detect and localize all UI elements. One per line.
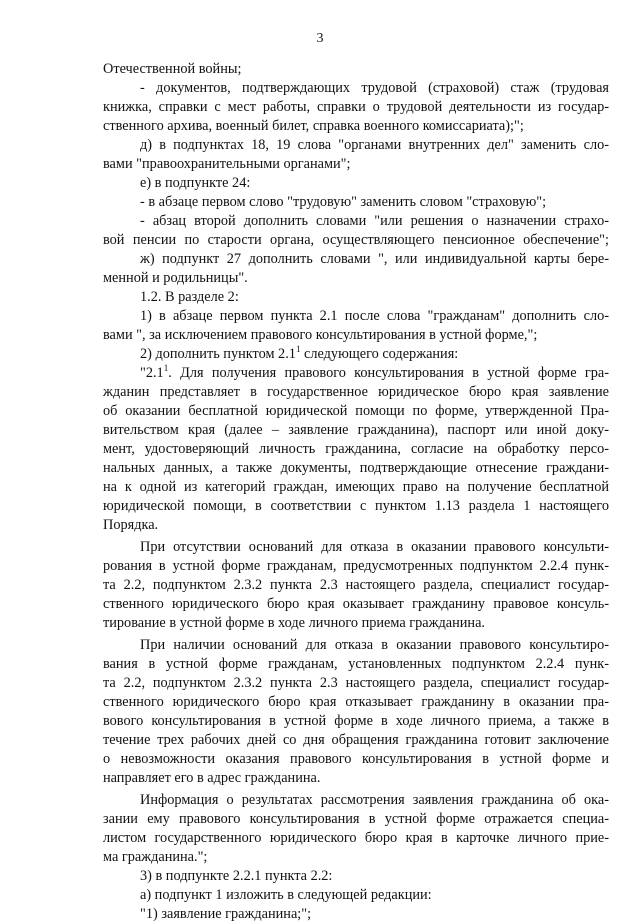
- text-line: [103, 867, 609, 886]
- text-line: [103, 383, 609, 402]
- text-line: [103, 576, 609, 595]
- text-line-content: листом государственного юридического бюро края в карточке личного прие-: [103, 830, 609, 846]
- text-line-content: направляет его в адрес гражданина.: [103, 770, 321, 786]
- text-line: [103, 886, 609, 905]
- text-line-content: 1) в абзаце первом пункта 2.1 после слова "гражданам" дополнить сло-: [140, 308, 609, 324]
- text-line: [103, 614, 609, 633]
- text-line-content: ственного юридического бюро края оказывает гражданину правовое консуль-: [103, 596, 609, 612]
- text-line-continuation: следующего содержания:: [300, 346, 459, 362]
- text-line-content: о невозможности оказания правового консультирования в устной форме и: [103, 751, 609, 767]
- text-line: [103, 693, 609, 712]
- text-line: [103, 459, 609, 478]
- text-line: [103, 326, 609, 345]
- text-line-content: "2.1: [140, 365, 164, 381]
- text-line: [103, 117, 609, 136]
- text-line-content: ма гражданина.";: [103, 849, 208, 865]
- text-line-content: вительством края (далее – заявление гражданина), паспорт или иной доку-: [103, 422, 609, 438]
- text-line-content: та 2.2, подпунктом 2.3.2 пункта 2.3 настоящего раздела, специалист госудaр-: [103, 675, 609, 691]
- text-line: [103, 79, 609, 98]
- superscript: 1: [295, 344, 301, 355]
- text-line: [103, 848, 609, 867]
- text-line-content: книжка, справки с мест работы, справки о трудовой деятельности из государ-: [103, 99, 609, 115]
- text-line: [103, 155, 609, 174]
- text-line-content: рования в устной форме гражданам, предусмотренных подпунктом 2.2.4 пунк-: [103, 558, 609, 574]
- text-line: [103, 60, 609, 79]
- text-line: [103, 288, 609, 307]
- text-line-content: вами ", за исключением правового консультирования в устной форме,";: [103, 327, 538, 343]
- text-line: [103, 829, 609, 848]
- text-line: [103, 478, 609, 497]
- text-line: [103, 791, 609, 810]
- text-line-content: 3) в подпункте 2.2.1 пункта 2.2:: [140, 868, 333, 884]
- text-line-content: "1) заявление гражданина;";: [140, 906, 312, 922]
- text-line: [103, 402, 609, 421]
- text-line-content: е) в подпункте 24:: [140, 175, 251, 191]
- text-line: [103, 905, 609, 924]
- text-line-content: д) в подпунктах 18, 19 слова "органами внутренних дел" заменить сло-: [140, 137, 609, 153]
- text-line: [103, 750, 609, 769]
- text-line: [103, 136, 609, 155]
- text-line-content: - в абзаце первом слово "трудовую" заменить словом "страховую";: [140, 194, 547, 210]
- text-line-content: вами "правоохранительными органами";: [103, 156, 351, 172]
- text-line: [103, 769, 609, 788]
- text-line-content: менной и родильницы".: [103, 270, 248, 286]
- text-line-content: - абзац второй дополнить словами "или решения о назначении страхо-: [140, 213, 609, 229]
- text-line: [103, 810, 609, 829]
- text-line: [103, 516, 609, 535]
- text-line-content: При наличии оснований для отказа в оказании правового консультиро-: [140, 637, 609, 653]
- text-line: [103, 231, 609, 250]
- text-line: [103, 497, 609, 516]
- text-line-content: течение трех рабочих дней со дня обращения гражданина готовит заключение: [103, 732, 609, 748]
- text-line: [103, 440, 609, 459]
- text-line-content: нальных данных, а также документы, подтверждающие отнесение граждани-: [103, 460, 609, 476]
- text-line: [103, 364, 609, 383]
- text-line: [103, 595, 609, 614]
- text-line: [103, 193, 609, 212]
- text-line: [103, 674, 609, 693]
- text-line-content: ж) подпункт 27 дополнить словами ", или индивидуальной карты бере-: [140, 251, 609, 267]
- text-line-content: ственного юридического бюро края отказывает гражданину в оказании пра-: [103, 694, 609, 710]
- text-line: [103, 655, 609, 674]
- text-line: [103, 174, 609, 193]
- text-line: [103, 98, 609, 117]
- text-line-content: на к одной из категорий граждан, имеющих право на получение бесплатной: [103, 479, 609, 495]
- text-line-content: вания в устной форме гражданам, установленных подпунктом 2.2.4 пунк-: [103, 656, 609, 672]
- page-number: 3: [316, 31, 324, 46]
- text-line-content: Отечественной войны;: [103, 61, 242, 77]
- text-line-content: жданин представляет в государственное юридическое бюро края заявление: [103, 384, 609, 400]
- text-line-content: - документов, подтверждающих трудовой (страховой) стаж (трудовая: [140, 80, 609, 96]
- text-line-content: ственного архива, военный билет, справка военного комиссариата);";: [103, 118, 524, 134]
- text-line: [103, 269, 609, 288]
- text-line: [103, 250, 609, 269]
- text-line-content: об оказании бесплатной юридической помощи по форме, утвержденной Пра-: [103, 403, 609, 419]
- text-line-content: мент, удостоверяющий личность гражданина, согласие на обработку персо-: [103, 441, 609, 457]
- text-line: [103, 636, 609, 655]
- text-line: [103, 345, 609, 364]
- text-line: [103, 557, 609, 576]
- text-line-continuation: . Для получения правового консультирования в устной форме гра-: [168, 365, 609, 381]
- text-line: [103, 212, 609, 231]
- text-line-content: вой пенсии по старости органа, осуществляющего пенсионное обеспечение";: [103, 232, 609, 248]
- text-line-content: 2) дополнить пунктом 2.1: [140, 346, 296, 362]
- text-line-content: тирование в устной форме в ходе личного приема гражданина.: [103, 615, 485, 631]
- text-line: [103, 538, 609, 557]
- text-line-content: юридической помощи, в соответствии с пунктом 1.13 раздела 1 настоящего: [103, 498, 609, 514]
- text-line-content: вового консультирования в устной форме в ходе личного приема, а также в: [103, 713, 609, 729]
- text-line: [103, 307, 609, 326]
- text-line-content: а) подпункт 1 изложить в следующей редакции:: [140, 887, 432, 903]
- text-line-content: зании ему правового консультирования в устной форме отражается специа-: [103, 811, 609, 827]
- text-line-content: Информация о результатах рассмотрения заявления гражданина об ока-: [140, 792, 609, 808]
- text-line-content: При отсутствии оснований для отказа в оказании правового консульти-: [140, 539, 609, 555]
- text-line-content: 1.2. В разделе 2:: [140, 289, 239, 305]
- text-line: [103, 731, 609, 750]
- superscript: 1: [163, 363, 169, 374]
- text-line-content: та 2.2, подпунктом 2.3.2 пункта 2.3 настоящего раздела, специалист госудaр-: [103, 577, 609, 593]
- document-body: [103, 60, 609, 924]
- text-line-content: Порядка.: [103, 517, 159, 533]
- text-line: [103, 712, 609, 731]
- text-line: [103, 421, 609, 440]
